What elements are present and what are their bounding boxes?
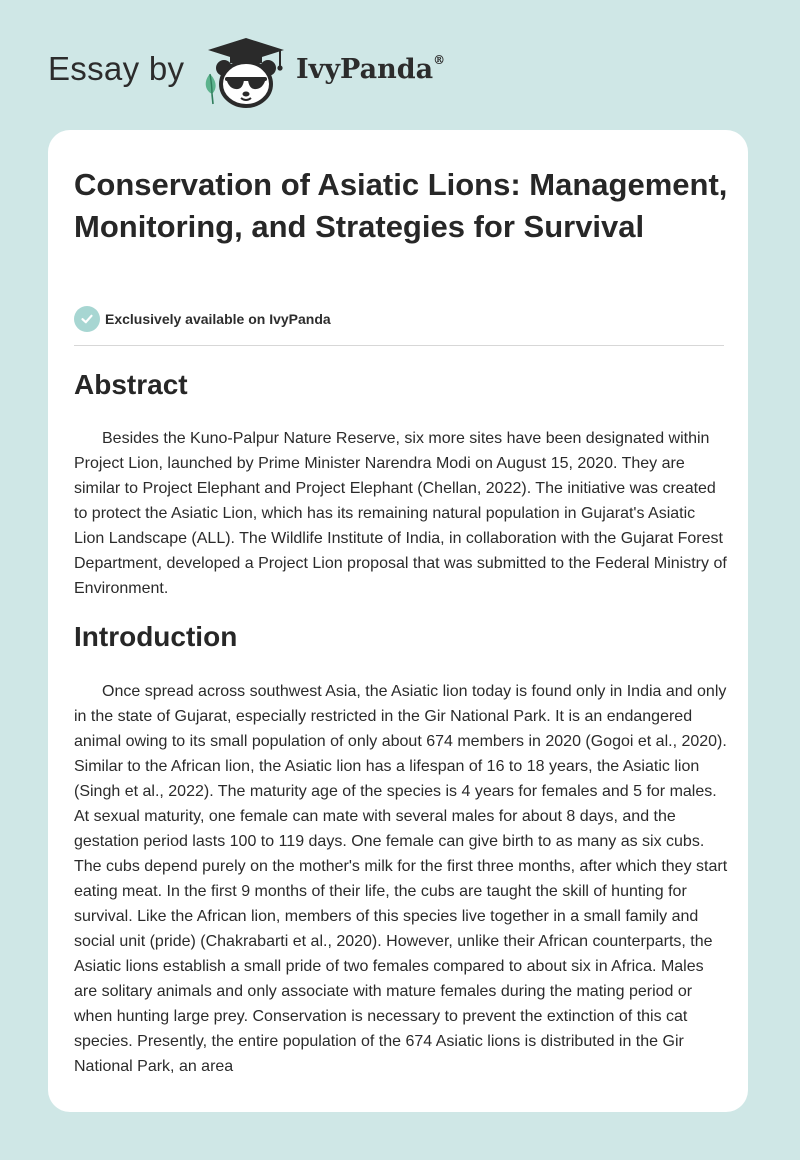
abstract-heading: Abstract — [74, 369, 188, 400]
essay-by-label: Essay by — [48, 50, 185, 87]
brand-logo-text[interactable] — [296, 54, 445, 85]
abstract-paragraph: Besides the Kuno-Palpur Nature Reserve, six more sites have been designated within Project Lion, launched by Prime Minister Narendra Modi on August 15, 2020. They are similar to Project Elephant and Project Elephant (Chellan, 2022). The initiative was created to protect the Asiatic Lion, which has its remaining natural population in Gujarat's Asiatic Lion Landscape (ALL). The Wildlife Institute of India, in collaboration with the Gujarat Forest Department, developed a Project Lion proposal that was submitted to the Federal Ministry of Environment. — [74, 430, 727, 597]
essay-title: Conservation of Asiatic Lions: Management, Monitoring, and Strategies for Survival — [74, 167, 728, 244]
registered-mark: ® — [433, 53, 446, 67]
exclusive-badge — [74, 306, 331, 332]
exclusive-label: Exclusively available on IvyPanda — [105, 311, 331, 327]
title-divider — [74, 345, 724, 346]
introduction-paragraph: Once spread across southwest Asia, the Asiatic lion today is found only in India and only in the state of Gujarat, especially restricted in the Gir National Park. It is an endangered animal owing to its small population of only about 674 members in 2020 (Gogoi et al., 2020). Similar to the African lion, the Asiatic lion has a lifespan of 16 to 18 years, the Asiatic lion (Singh et al., 2022). The maturity age of the species is 4 years for females and 5 for males. At sexual maturity, one female can mate with several males for about 8 days, and the gestation period lasts 100 to 119 days. One female can give birth to as many as six cubs. The cubs depend purely on the mother's milk for the first three months, after which they start eating meat. In the first 9 months of their life, the cubs are taught the skill of hunting for survival. Like the African lion, members of this species live together in a small family and social unit (pride) (Chakrabarti et al., 2020). However, unlike their African counterparts, the Asiatic lions establish a small pride of two females compared to about six in Africa. Males are solitary animals and only associate with mature females during the mating period or when hunting large prey. Conservation is necessary to prevent the extinction of this cat species. Presently, the entire population of the 674 Asiatic lions is distributed in the Gir National Park, an area — [74, 683, 728, 1075]
site-header — [0, 0, 800, 130]
essay-card — [48, 130, 748, 1112]
introduction-heading: Introduction — [74, 621, 238, 652]
brand-name: IvyPanda — [296, 54, 434, 85]
panda-graduate-icon[interactable] — [196, 34, 292, 110]
check-icon — [74, 306, 100, 332]
